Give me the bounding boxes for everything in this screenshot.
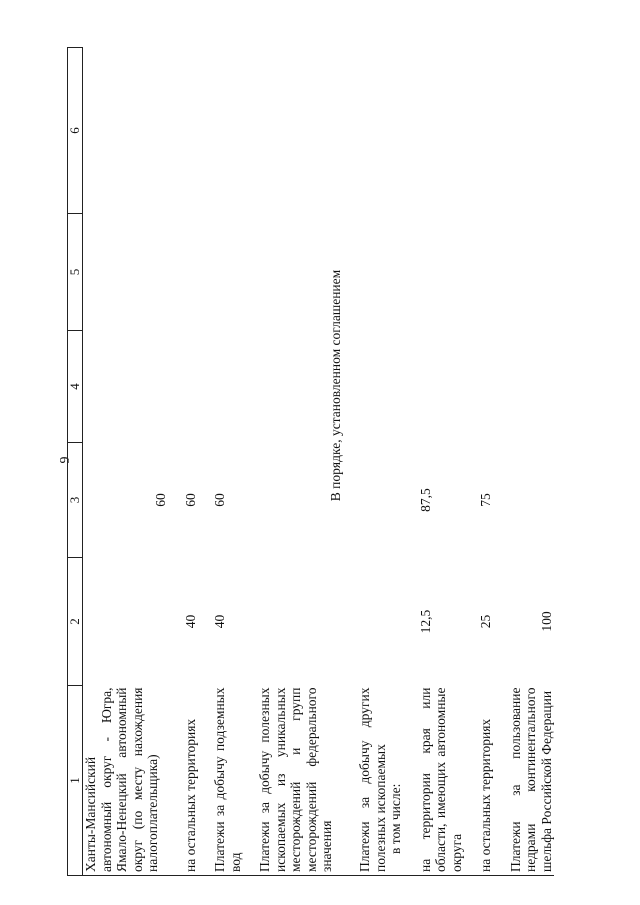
table-row [183,48,199,876]
cell-col2: 12,5 [417,609,433,634]
column-header-2: 2 [68,558,83,686]
table-row [478,48,494,876]
cell-col3: 60 [182,493,198,507]
cell-col3 [508,443,555,558]
cell-col2: 25 [478,614,493,629]
row-label: на остальных территориях [478,686,494,876]
page-number: 9 [58,456,73,464]
table-row [508,48,555,876]
table-row [83,48,169,876]
row-label: Платежи за добычу полезных ископаемых из уникальных месторождений и групп месторождений федерального значения [257,686,343,876]
cell-col2 [257,558,343,686]
row-label: на территории края или области, имеющих автономные округа [418,686,465,876]
column-header-3: 3 [68,443,83,558]
row-label: на остальных территориях [183,686,199,876]
row-label: Платежи за добычу подземных вод [212,686,243,876]
row-label: Ханты-Мансийский автономный округ - Югра, Ямало-Ненецкий автономный округ (по месту нахождения налогоплательщика) [83,686,169,876]
cell-col2: 40 [212,614,227,629]
table-row [257,48,343,876]
column-header-1: 1 [68,686,83,876]
row-sublabel: в том числе: [388,783,403,854]
cell-col2 [83,558,169,686]
row-label: Платежи за пользование недрами континентального шельфа Российской Федерации [508,686,555,876]
budget-distribution-table [67,47,554,876]
rotated-table-container [67,48,612,876]
agreement-note: В порядке, установленном соглашением [327,269,343,502]
table-row [212,48,243,876]
row-label: Платежи за добычу других полезных ископаемых [357,687,388,872]
cell-col3: 60 [212,493,227,507]
column-header-6: 6 [68,48,83,214]
cell-col2: 100 [538,611,554,632]
table-row [418,48,465,876]
table-header-row [68,48,83,876]
cell-col2: 40 [182,614,198,629]
cell-col3 [357,443,404,558]
cell-col3: 87,5 [417,488,433,512]
column-header-4: 4 [68,331,83,443]
table-row [357,48,404,876]
cell-col3: 60 [153,493,168,507]
column-header-5: 5 [68,214,83,331]
cell-col3: 75 [478,493,493,507]
cell-col2 [357,558,404,686]
